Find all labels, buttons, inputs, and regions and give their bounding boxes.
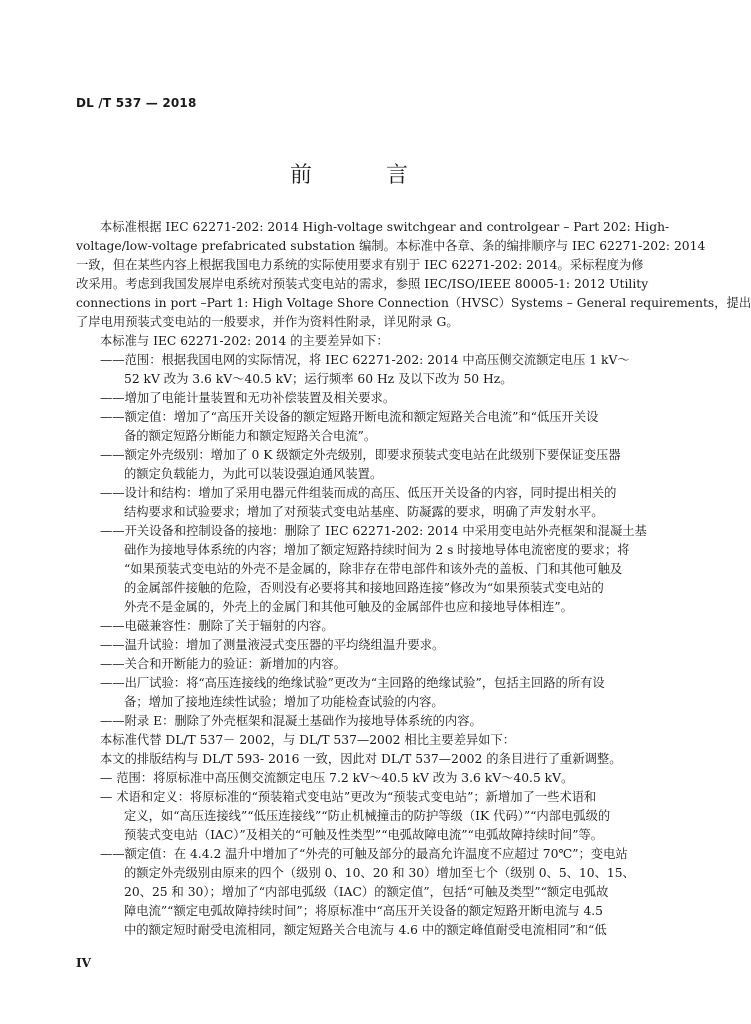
body-line: 备；增加了接地连续性试验；增加了功能检查试验的内容。 (124, 695, 444, 709)
body-line: 外壳不是金属的，外壳上的金属门和其他可触及的金属部件也应和接地导体相连”。 (124, 600, 573, 614)
body-line: ——额定外壳级别：增加了 0 K 级额定外壳级别，即要求预装式变电站在此级别下要保证变压器 (100, 448, 621, 462)
body-line: 预装式变电站（IAC）”及相关的“可触及性类型”“电弧故障电流”“电弧故障持续时间”等。 (124, 828, 604, 842)
body-line: 52 kV 改为 3.6 kV～40.5 kV；运行频率 60 Hz 及以下改为 50 Hz。 (124, 372, 513, 386)
body-line: 障电流”“额定电弧故障持续时间”；将原标准中“高压开关设备的额定短路开断电流与 4.5 (124, 904, 604, 918)
body-line: 的额定负载能力，为此可以装设强迫通风装置。 (124, 467, 383, 481)
body-line: 一致，但在某些内容上根据我国电力系统的实际使用要求有别于 IEC 62271-202: 2014。采标程度为修 (76, 258, 644, 272)
body-line: voltage/low-voltage prefabricated substation 编制。本标准中各章、条的编排顺序与 IEC 62271-202: 2014 (76, 239, 706, 253)
body-line: 本文的排版结构与 DL/T 593- 2016 一致，因此对 DL/T 537—2002 的条目进行了重新调整。 (100, 752, 622, 766)
body-line: ——范围：根据我国电网的实际情况，将 IEC 62271-202: 2014 中高压侧交流额定电压 1 kV～ (100, 353, 630, 367)
body-line: 定义，如“高压连接线”“低压连接线”“防止机械撞击的防护等级（IK 代码）”“内部电弧级的 (124, 809, 611, 823)
body-line: ——设计和结构：增加了采用电器元件组装而成的高压、低压开关设备的内容，同时提出相关的 (100, 486, 617, 500)
body-line: “如果预装式变电站的外壳不是金属的，除非存在带电部件和该外壳的盖板、门和其他可触及 (124, 562, 623, 576)
body-line: — 范围：将原标准中高压侧交流额定电压 7.2 kV～40.5 kV 改为 3.6 kV～40.5 kV。 (100, 771, 574, 785)
body-line: 的额定外壳级别由原来的四个（级别 0、10、20 和 30）增加至七个（级别 0、5、10、15、 (124, 866, 635, 880)
body-line: 了岸电用预装式变电站的一般要求，并作为资料性附录，详见附录 G。 (76, 315, 459, 329)
body-line: 结构要求和试验要求；增加了对预装式变电站基座、防凝露的要求，明确了声发射水平。 (124, 505, 604, 519)
foreword-body (76, 218, 751, 940)
body-line: ——附录 E：删除了外壳框架和混凝土基础作为接地导体系统的内容。 (100, 714, 482, 728)
body-line: connections in port –Part 1: High Voltage Shore Connection（HVSC）Systems – General requirements，提出 (76, 296, 751, 310)
body-line: ——出厂试验：将“高压连接线的绝缘试验”更改为“主回路的绝缘试验”，包括主回路的所有设 (100, 676, 605, 690)
body-line: ——开关设备和控制设备的接地：删除了 IEC 62271-202: 2014 中采用变电站外壳框架和混凝土基 (100, 524, 647, 538)
body-line: ——温升试验：增加了测量液浸式变压器的平均绕组温升要求。 (100, 638, 445, 652)
body-line: 本标准与 IEC 62271-202: 2014 的主要差异如下： (100, 334, 389, 348)
body-line: — 术语和定义：将原标准的“预装箱式变电站”更改为“预装式变电站”；新增加了一些术语和 (100, 790, 597, 804)
page-number: IV (76, 956, 91, 970)
body-line: 的金属部件接触的危险，否则没有必要将其和接地回路连接”修改为“如果预装式变电站的 (124, 581, 604, 595)
body-line: 中的额定短时耐受电流相同，额定短路关合电流与 4.6 中的额定峰值耐受电流相同”和“低 (124, 923, 607, 937)
body-line: ——增加了电能计量装置和无功补偿装置及相关要求。 (100, 391, 396, 405)
body-line: 础作为接地导体系统的内容；增加了额定短路持续时间为 2 s 时接地导体电流密度的要求；将 (124, 543, 630, 557)
page-title: 前 言 (289, 163, 434, 188)
document-header: DL /T 537 — 2018 (76, 96, 197, 110)
body-line: 备的额定短路分断能力和额定短路关合电流”。 (124, 429, 377, 443)
body-line: ——额定值：在 4.4.2 温升中增加了“外壳的可触及部分的最高允许温度不应超过 70℃”；变电站 (100, 847, 628, 861)
body-line: ——额定值：增加了“高压开关设备的额定短路开断电流和额定短路关合电流”和“低压开关设 (100, 410, 599, 424)
body-line: 改采用。考虑到我国发展岸电系统对预装式变电站的需求，参照 IEC/ISO/IEEE 80005-1: 2012 Utility (76, 277, 649, 291)
body-line: ——关合和开断能力的验证：新增加的内容。 (100, 657, 346, 671)
body-line: 20、25 和 30）；增加了“内部电弧级（IAC）的额定值”，包括“可触及类型”“额定电弧故 (124, 885, 609, 899)
body-line: ——电磁兼容性：删除了关于辐射的内容。 (100, 619, 334, 633)
body-line: 本标准代替 DL/T 537－ 2002，与 DL/T 537—2002 相比主要差异如下： (100, 733, 516, 747)
body-line: 本标准根据 IEC 62271-202: 2014 High-voltage switchgear and controlgear – Part 202: High- (100, 220, 670, 234)
